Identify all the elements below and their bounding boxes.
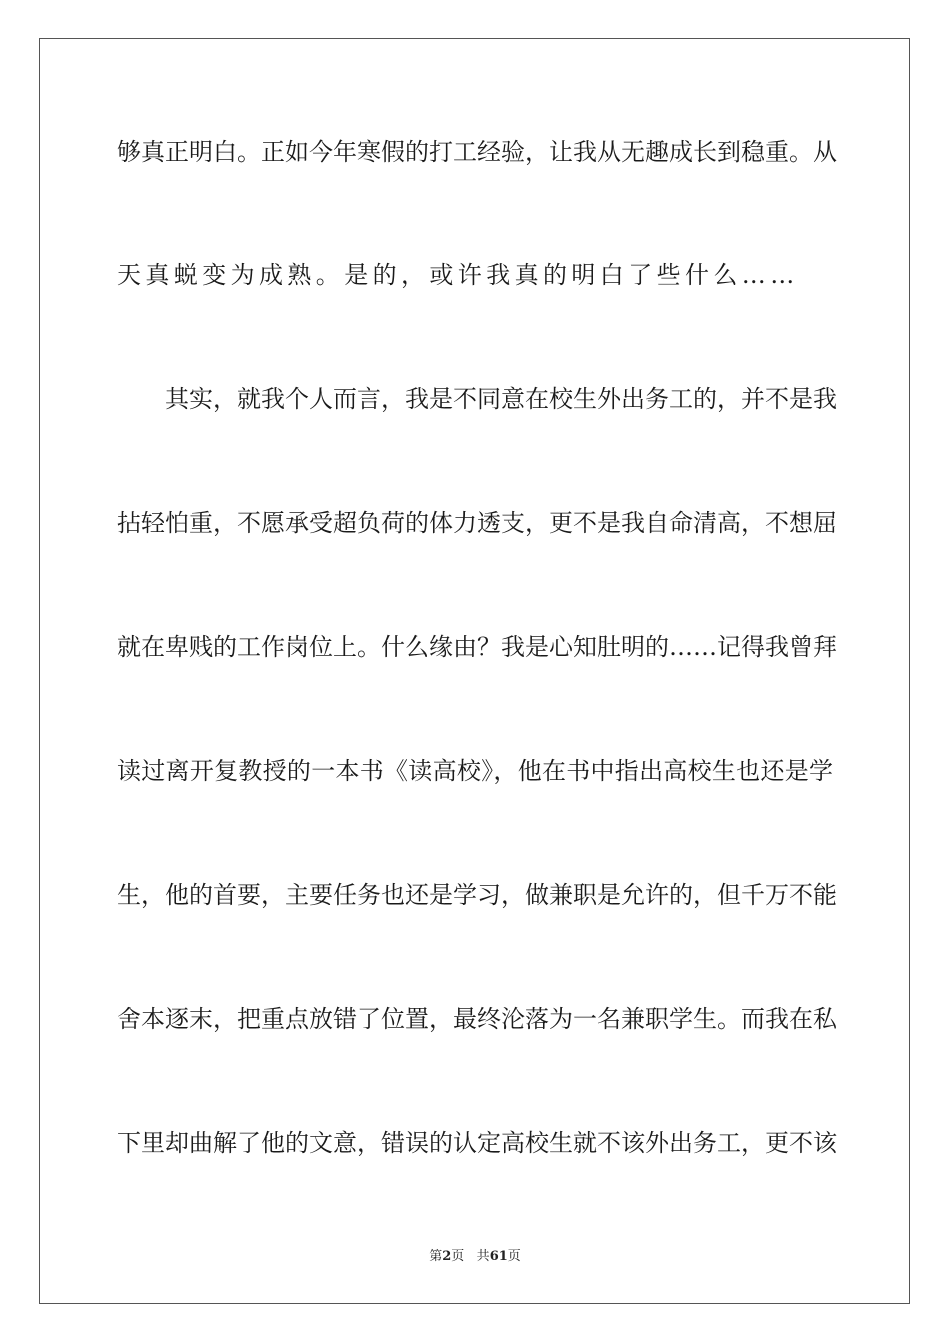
page-prefix: 第 xyxy=(429,1249,443,1264)
total-prefix: 共 xyxy=(476,1249,490,1264)
body-line-6: 读过离开复教授的一本书《读高校》，他在书中指出高校生也还是学 xyxy=(117,757,833,785)
body-line-2: 天真蜕变为成熟。是的，或许我真的明白了些什么…… xyxy=(117,261,799,289)
page-footer xyxy=(0,1248,950,1266)
body-line-1: 够真正明白。正如今年寒假的打工经验，让我从无趣成长到稳重。从 xyxy=(117,138,837,166)
body-line-7: 生，他的首要，主要任务也还是学习，做兼职是允许的，但千万不能 xyxy=(117,881,837,909)
page-border xyxy=(39,38,910,1304)
body-line-9: 下里却曲解了他的文意，错误的认定高校生就不该外出务工，更不该 xyxy=(117,1129,837,1157)
body-line-8: 舍本逐末，把重点放错了位置，最终沦落为一名兼职学生。而我在私 xyxy=(117,1005,837,1033)
body-line-3: 其实，就我个人而言，我是不同意在校生外出务工的，并不是我 xyxy=(165,385,837,413)
total-pages: 61 xyxy=(489,1249,508,1264)
total-suffix: 页 xyxy=(507,1249,521,1264)
body-line-5: 就在卑贱的工作岗位上。什么缘由？我是心知肚明的……记得我曾拜 xyxy=(117,633,837,661)
page-suffix: 页 xyxy=(451,1249,465,1264)
body-line-4: 拈轻怕重，不愿承受超负荷的体力透支，更不是我自命清高，不想屈 xyxy=(117,509,837,537)
page-number: 2 xyxy=(442,1249,452,1264)
